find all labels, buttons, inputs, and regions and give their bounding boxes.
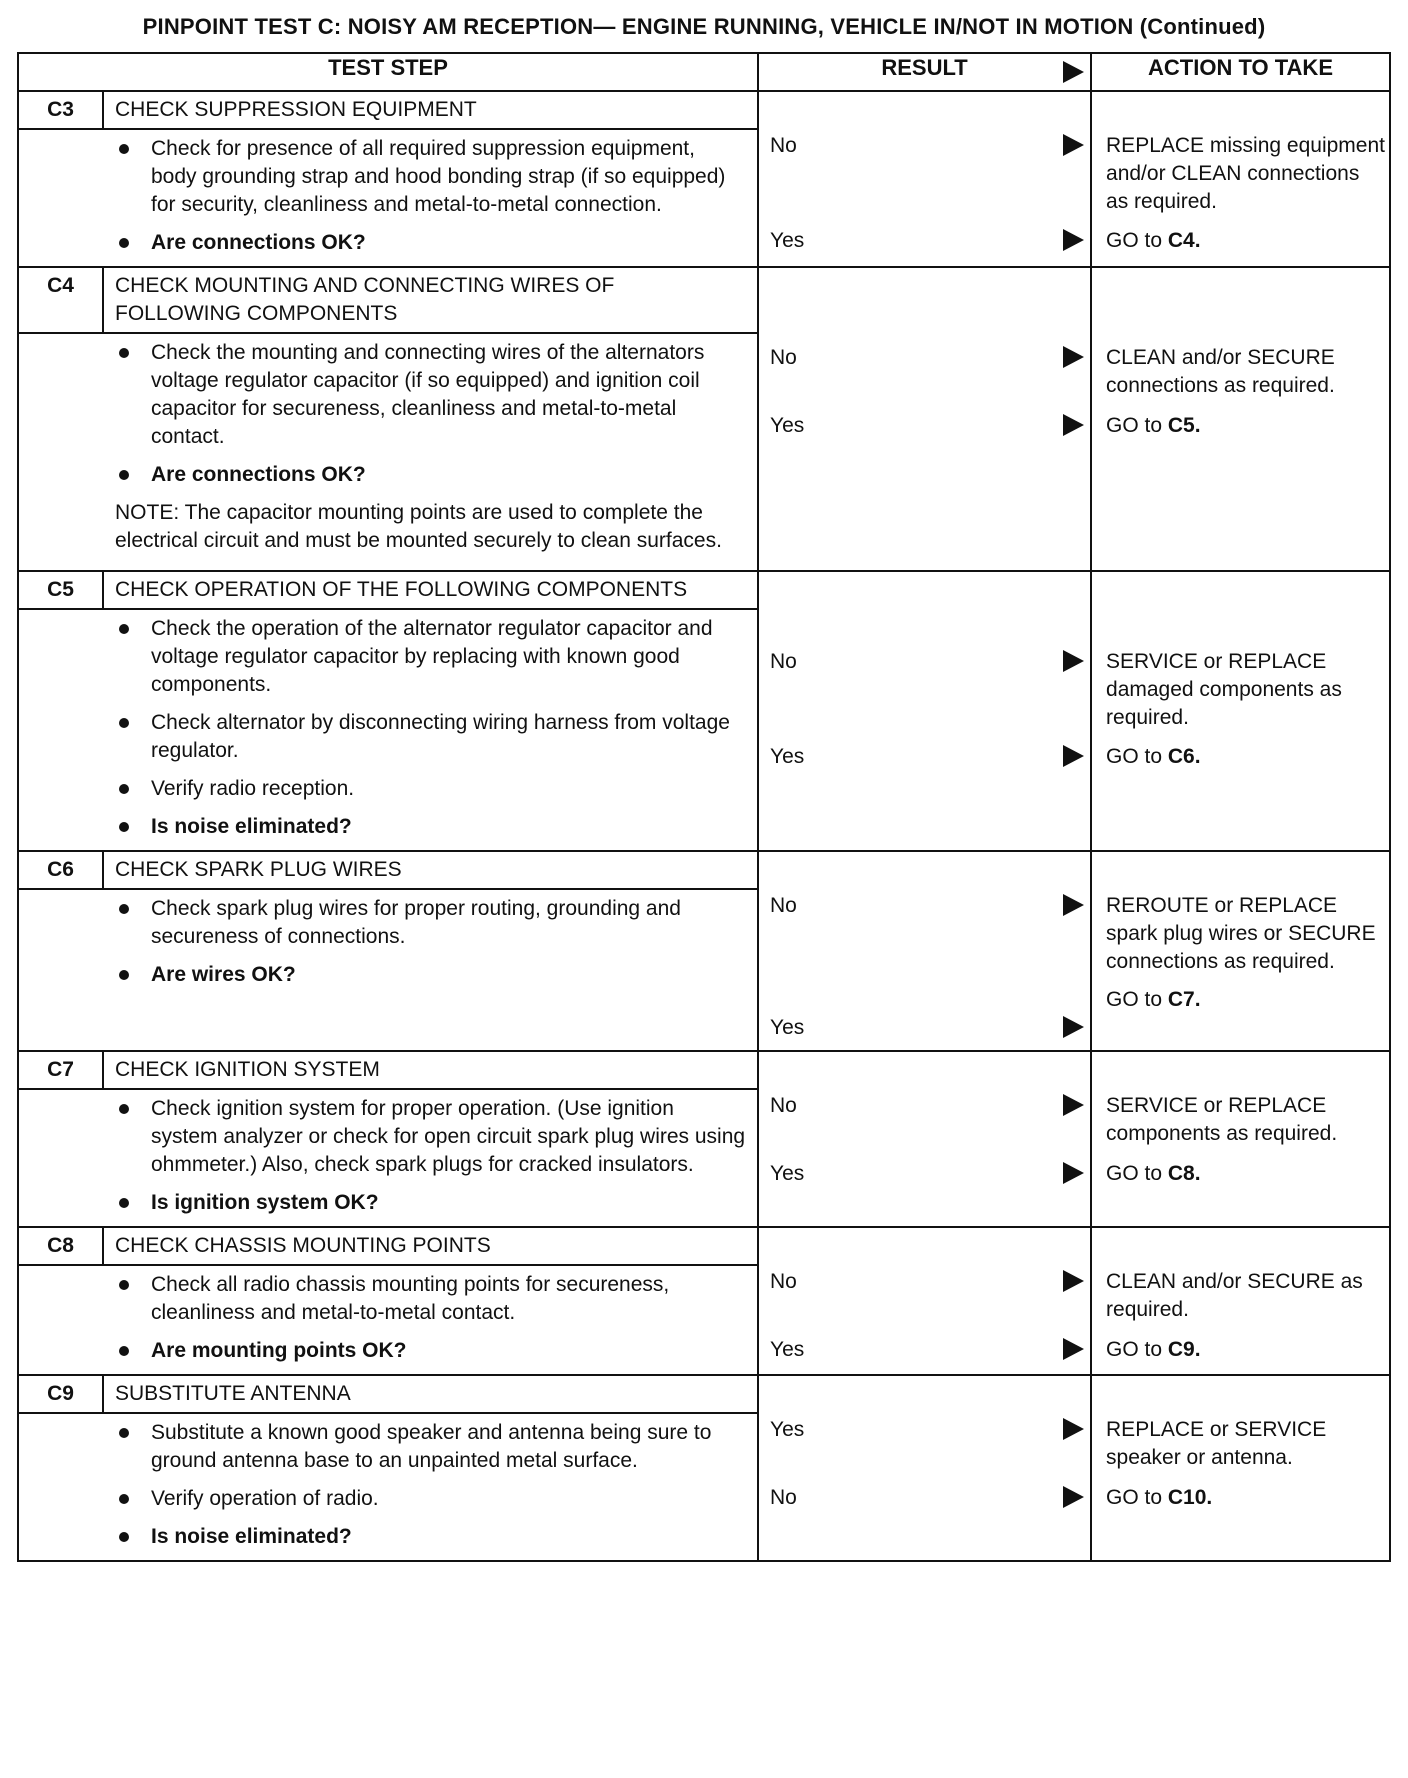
step-id: C6	[18, 851, 103, 889]
bullet-item: Check the mounting and connecting wires of the alternators voltage regulator capacitor (if so equipped) and ignition coil capacitor for secureness, cleanliness and metal-to-metal contact.	[115, 339, 746, 451]
bullet-icon	[119, 784, 129, 794]
action-text: SERVICE or REPLACE damaged components as required.	[1106, 650, 1342, 729]
step-title: CHECK MOUNTING AND CONNECTING WIRES OF FOLLOWING COMPONENTS	[103, 267, 758, 333]
bullet-item: Check all radio chassis mounting points for secureness, cleanliness and metal-to-metal contact.	[115, 1271, 746, 1327]
step-id: C8	[18, 1227, 103, 1265]
action-text: CLEAN and/or SECURE connections as required.	[1106, 346, 1335, 397]
arrow-icon	[1063, 1162, 1084, 1184]
result-yes: Yes	[759, 1336, 1090, 1364]
action-cell	[1091, 571, 1390, 851]
step-title: CHECK OPERATION OF THE FOLLOWING COMPONENTS	[103, 571, 758, 609]
action-text: REPLACE or SERVICE speaker or antenna.	[1106, 1418, 1327, 1469]
header-result	[758, 53, 1091, 91]
question-item: Are connections OK?	[115, 461, 746, 489]
question-item: Are wires OK?	[115, 961, 746, 989]
action-text: REROUTE or REPLACE spark plug wires or SECURE connections as required.	[1106, 894, 1376, 973]
result-no: No	[759, 1092, 1090, 1120]
arrow-icon	[1063, 745, 1084, 767]
arrow-icon	[1063, 894, 1084, 916]
page-title: PINPOINT TEST C: NOISY AM RECEPTION— ENGINE RUNNING, VEHICLE IN/NOT IN MOTION (Continued)	[142, 14, 1266, 39]
action-goto: GO to C6.	[1106, 745, 1201, 768]
bullet-icon	[119, 1104, 129, 1114]
action-cell	[1091, 1227, 1390, 1375]
action-cell	[1091, 1051, 1390, 1227]
result-cell	[758, 91, 1091, 267]
result-cell	[758, 851, 1091, 1051]
arrow-icon	[1063, 1270, 1084, 1292]
step-body	[103, 609, 758, 851]
arrow-icon	[1063, 1016, 1084, 1038]
action-goto: GO to C10.	[1106, 1486, 1213, 1509]
result-yes: Yes	[759, 412, 1090, 440]
step-id: C4	[18, 267, 103, 333]
action-text: CLEAN and/or SECURE as required.	[1106, 1270, 1363, 1321]
header-result-label: RESULT	[881, 55, 968, 80]
step-title: CHECK SPARK PLUG WIRES	[103, 851, 758, 889]
header-test-step: TEST STEP	[18, 53, 758, 91]
action-goto: GO to C5.	[1106, 414, 1201, 437]
step-id: C5	[18, 571, 103, 609]
bullet-item: Check alternator by disconnecting wiring harness from voltage regulator.	[115, 709, 746, 765]
bullet-icon	[119, 238, 129, 248]
bullet-icon	[119, 822, 129, 832]
step-c8-title-row	[18, 1227, 1390, 1265]
action-cell	[1091, 1375, 1390, 1561]
bullet-icon	[119, 904, 129, 914]
step-title: CHECK CHASSIS MOUNTING POINTS	[103, 1227, 758, 1265]
bullet-icon	[119, 144, 129, 154]
action-goto: GO to C8.	[1106, 1162, 1201, 1185]
result-no: No	[759, 1484, 1090, 1512]
bullet-icon	[119, 1532, 129, 1542]
bullet-icon	[119, 1346, 129, 1356]
result-cell	[758, 1227, 1091, 1375]
arrow-icon	[1063, 414, 1084, 436]
bullet-icon	[119, 1494, 129, 1504]
result-cell	[758, 267, 1091, 571]
arrow-icon	[1063, 229, 1084, 251]
arrow-icon	[1063, 134, 1084, 156]
result-yes: Yes	[759, 227, 1090, 255]
step-title: CHECK IGNITION SYSTEM	[103, 1051, 758, 1089]
action-text: REPLACE missing equipment and/or CLEAN connections as required.	[1106, 134, 1385, 213]
action-cell	[1091, 267, 1390, 571]
step-id: C7	[18, 1051, 103, 1089]
result-no: No	[759, 892, 1090, 920]
result-yes: Yes	[759, 1416, 1090, 1444]
action-goto: GO to C9.	[1106, 1338, 1201, 1361]
step-body	[103, 1089, 758, 1227]
action-text: SERVICE or REPLACE components as required.	[1106, 1094, 1338, 1145]
step-c9-title-row	[18, 1375, 1390, 1413]
step-id: C9	[18, 1375, 103, 1413]
bullet-item: Substitute a known good speaker and antenna being sure to ground antenna base to an unpainted metal surface.	[115, 1419, 746, 1475]
question-item: Are mounting points OK?	[115, 1337, 746, 1365]
step-body	[103, 333, 758, 571]
bullet-icon	[119, 1198, 129, 1208]
bullet-icon	[119, 718, 129, 728]
action-cell	[1091, 91, 1390, 267]
table-header-row	[18, 53, 1390, 91]
step-c3-title-row	[18, 91, 1390, 129]
step-body	[103, 1413, 758, 1561]
result-no: No	[759, 1268, 1090, 1296]
arrow-icon	[1063, 1418, 1084, 1440]
arrow-icon	[1063, 1338, 1084, 1360]
bullet-item: Check ignition system for proper operation. (Use ignition system analyzer or check for open circuit spark plug wires using ohmmeter.) Also, check spark plugs for cracked insulators.	[115, 1095, 746, 1179]
result-no: No	[759, 648, 1090, 676]
result-yes: Yes	[759, 1014, 1090, 1042]
step-body	[103, 889, 758, 1051]
step-body	[103, 129, 758, 267]
result-yes: Yes	[759, 1160, 1090, 1188]
question-item: Is noise eliminated?	[115, 1523, 746, 1551]
step-c5-title-row	[18, 571, 1390, 609]
step-id: C3	[18, 91, 103, 129]
arrow-icon	[1063, 1094, 1084, 1116]
step-body	[103, 1265, 758, 1375]
bullet-item: Verify radio reception.	[115, 775, 746, 803]
result-cell	[758, 571, 1091, 851]
result-yes: Yes	[759, 743, 1090, 771]
result-no: No	[759, 132, 1090, 160]
arrow-icon	[1063, 61, 1084, 83]
action-cell	[1091, 851, 1390, 1051]
bullet-item: Check for presence of all required suppression equipment, body grounding strap and hood bonding strap (if so equipped) for security, cleanliness and metal-to-metal connection.	[115, 135, 746, 219]
bullet-icon	[119, 1280, 129, 1290]
bullet-item: Verify operation of radio.	[115, 1485, 746, 1513]
step-c6-title-row	[18, 851, 1390, 889]
header-action: ACTION TO TAKE	[1091, 53, 1390, 91]
result-cell	[758, 1375, 1091, 1561]
action-goto: GO to C4.	[1106, 229, 1201, 252]
bullet-icon	[119, 970, 129, 980]
arrow-icon	[1063, 346, 1084, 368]
bullet-icon	[119, 624, 129, 634]
question-item: Are connections OK?	[115, 229, 746, 257]
question-item: Is ignition system OK?	[115, 1189, 746, 1217]
action-goto: GO to C7.	[1106, 988, 1201, 1011]
bullet-item: Check the operation of the alternator regulator capacitor and voltage regulator capacitor by replacing with known good components.	[115, 615, 746, 699]
arrow-icon	[1063, 650, 1084, 672]
bullet-icon	[119, 1428, 129, 1438]
step-title: CHECK SUPPRESSION EQUIPMENT	[103, 91, 758, 129]
arrow-icon	[1063, 1486, 1084, 1508]
bullet-icon	[119, 348, 129, 358]
bullet-item: Check spark plug wires for proper routing, grounding and secureness of connections.	[115, 895, 746, 951]
step-title: SUBSTITUTE ANTENNA	[103, 1375, 758, 1413]
note-text: NOTE: The capacitor mounting points are used to complete the electrical circuit and must be mounted securely to clean surfaces.	[115, 501, 722, 552]
result-no: No	[759, 344, 1090, 372]
bullet-icon	[119, 470, 129, 480]
result-cell	[758, 1051, 1091, 1227]
question-item: Is noise eliminated?	[115, 813, 746, 841]
step-c7-title-row	[18, 1051, 1390, 1089]
pinpoint-test-table	[17, 52, 1391, 1562]
step-c4-title-row	[18, 267, 1390, 333]
